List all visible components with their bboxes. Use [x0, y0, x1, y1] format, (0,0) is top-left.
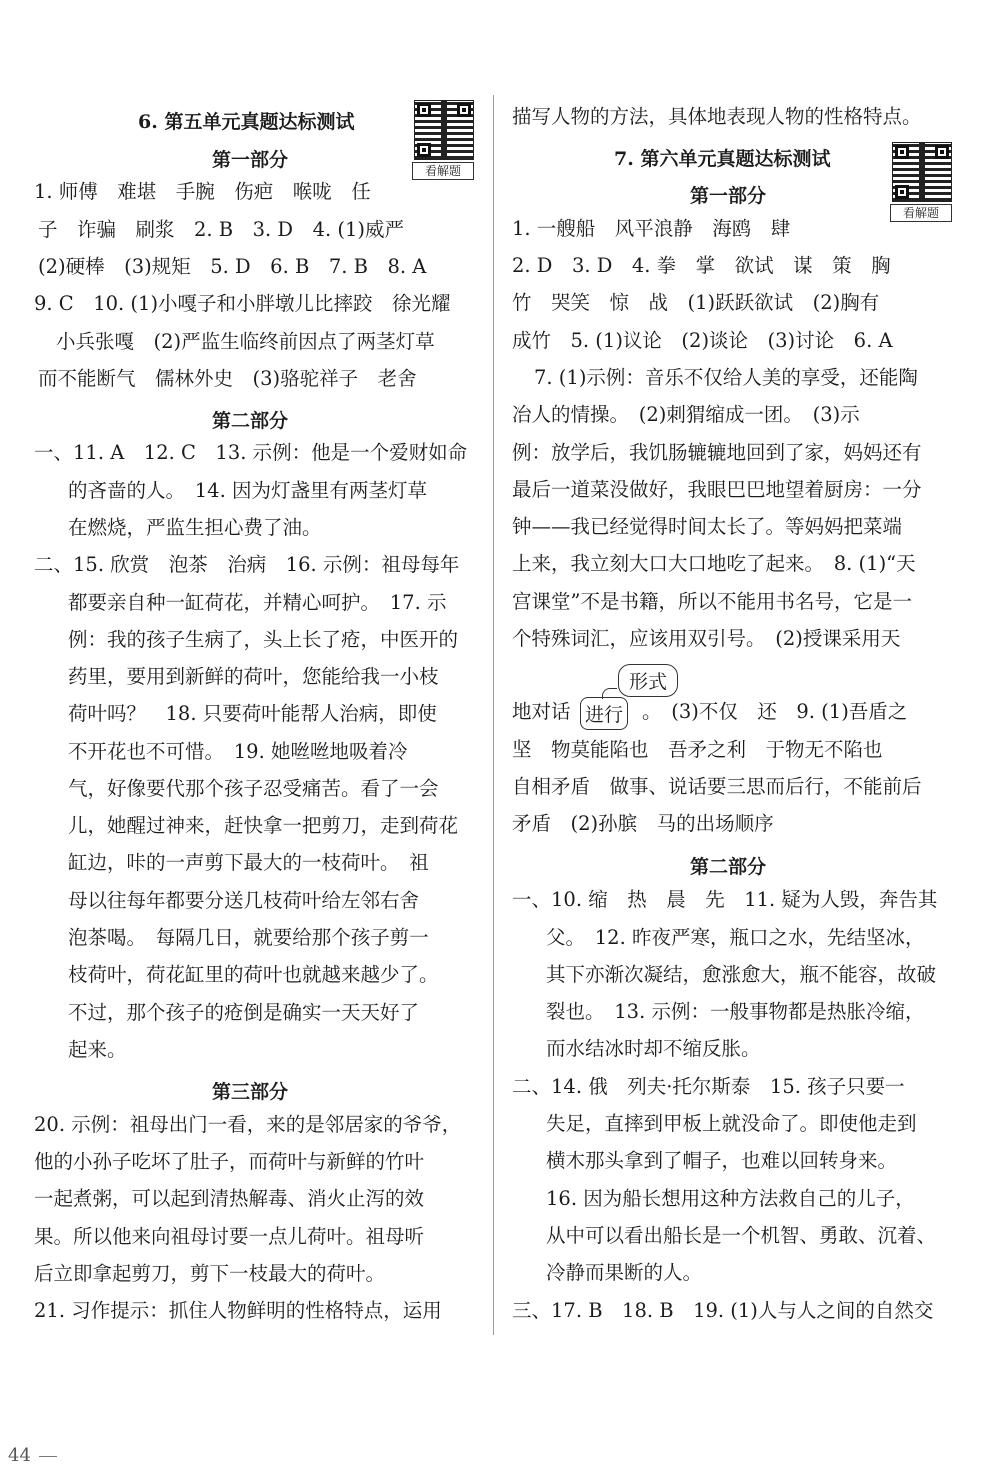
qr-label: 看解题: [412, 162, 474, 180]
section-part-1: 第一部分: [690, 185, 767, 207]
answer-line: 荷叶吗？ 18. 只要荷叶能帮人治病，即使: [68, 702, 437, 725]
page-number: 44: [8, 1445, 57, 1466]
answer-line: (2)硬棒 (3)规矩 5. D 6. B 7. B 8. A: [38, 255, 427, 278]
answer-line: 其下亦渐次凝结，愈涨愈大，瓶不能容，故破: [546, 963, 937, 986]
answer-line: 一、10. 缩 热 晨 先 11. 疑为人毁，奔告其: [512, 888, 938, 911]
answer-line: 不开花也不可惜。 19. 她咝咝地吸着冷: [68, 740, 408, 763]
answer-line: 药里，要用到新鲜的荷叶，您能给我一小枝: [68, 665, 439, 688]
qr-label: 看解题: [890, 204, 952, 222]
answer-line: 1. 师傅 难堪 手腕 伤疤 喉咙 任: [34, 180, 371, 203]
answer-line: 裂也。 13. 示例：一般事物都是热胀冷缩，: [546, 1000, 925, 1023]
answer-line: 缸边，咔的一声剪下最大的一枝荷叶。 祖: [68, 851, 429, 874]
section-part-2: 第二部分: [690, 856, 767, 878]
answer-line: 最后一道菜没做好，我眼巴巴地望着厨房：一分: [512, 478, 922, 501]
answer-line: 失足，直摔到甲板上就没命了。即使他走到: [546, 1112, 917, 1135]
answer-line: 的吝啬的人。 14. 因为灯盏里有两茎灯草: [68, 479, 427, 502]
answer-line: 二、14. 俄 列夫·托尔斯泰 15. 孩子只要一: [512, 1075, 905, 1098]
answer-line: 枝荷叶，荷花缸里的荷叶也就越来越少了。: [68, 963, 439, 986]
answer-line: 他的小孙子吃坏了肚子，而荷叶与新鲜的竹叶: [34, 1150, 425, 1173]
answer-line: 儿，她醒过神来，赶快拿一把剪刀，走到荷花: [68, 814, 459, 837]
answer-line: 20. 示例：祖母出门一看，来的是邻居家的爷爷，: [34, 1113, 462, 1136]
correction-replacement: 形式: [618, 664, 678, 697]
test-7-title: 7. 第六单元真题达标测试: [614, 148, 831, 170]
answer-line: 上来，我立刻大口大口地吃了起来。 8. (1)“天: [512, 552, 916, 575]
answer-line: 冶人的情操。 (2)刺猬缩成一团。 (3)示: [512, 403, 860, 426]
answer-line: 竹 哭笑 惊 战 (1)跃跃欲试 (2)胸有: [512, 291, 880, 314]
answer-line: 气，好像要代那个孩子忍受痛苦。看了一会: [68, 777, 439, 800]
answer-line: 宫课堂”不是书籍，所以不能用书名号，它是一: [512, 590, 912, 613]
answer-line: 例：放学后，我饥肠辘辘地回到了家，妈妈还有: [512, 441, 922, 464]
answer-line: 在燃烧，严监生担心费了油。: [68, 516, 322, 539]
answer-line: 2. D 3. D 4. 拳 掌 欲试 谋 策 胸: [512, 254, 891, 277]
answer-line: 冷静而果断的人。: [546, 1261, 703, 1284]
answer-line: 描写人物的方法，具体地表现人物的性格特点。: [512, 105, 922, 128]
qr-code[interactable]: [412, 100, 474, 180]
qr-code[interactable]: [890, 142, 952, 222]
answer-line: 不过，那个孩子的疮倒是确实一天天好了: [68, 1001, 420, 1024]
section-part-3: 第三部分: [212, 1081, 289, 1103]
answer-line: 二、15. 欣赏 泡茶 治病 16. 示例：祖母每年: [34, 553, 460, 576]
answer-line: 地对话: [512, 700, 571, 723]
answer-line: 一起煮粥，可以起到清热解毒、消火止泻的效: [34, 1187, 425, 1210]
answer-line: 7. (1)示例：音乐不仅给人美的享受，还能陶: [534, 366, 918, 389]
section-part-2: 第二部分: [212, 410, 289, 432]
answer-line: 后立即拿起剪刀，剪下一枝最大的荷叶。: [34, 1262, 386, 1285]
answer-line: 21. 习作提示：抓住人物鲜明的性格特点，运用: [34, 1299, 442, 1322]
qr-code-icon: [892, 142, 952, 202]
answer-line: 。 (3)不仅 还 9. (1)吾盾之: [642, 700, 908, 723]
answer-line: 三、17. B 18. B 19. (1)人与人之间的自然交: [512, 1299, 934, 1322]
answer-line: 从中可以看出船长是一个机智、勇敢、沉着、: [546, 1224, 937, 1247]
answer-line: 母以往每年都要分送几枝荷叶给左邻右舍: [68, 889, 420, 912]
column-divider: [493, 95, 494, 1335]
answer-line: 而水结冰时却不缩反胀。: [546, 1037, 761, 1060]
answer-line: 16. 因为船长想用这种方法救自己的儿子，: [546, 1187, 915, 1210]
answer-line: 子 诈骗 刷浆 2. B 3. D 4. (1)威严: [38, 218, 404, 241]
answer-line: 9. C 10. (1)小嘎子和小胖墩儿比摔跤 徐光耀: [34, 292, 451, 315]
answer-line: 起来。: [68, 1038, 127, 1061]
answer-line: 都要亲自种一缸荷花，并精心呵护。 17. 示: [68, 591, 447, 614]
section-part-1: 第一部分: [212, 149, 289, 171]
answer-line: 例：我的孩子生病了，头上长了疮，中医开的: [68, 628, 459, 651]
answer-line: 父。 12. 昨夜严寒，瓶口之水，先结坚冰，: [546, 926, 925, 949]
answer-line: 1. 一艘船 风平浪静 海鸥 肆: [512, 217, 791, 240]
test-6-title: 6. 第五单元真题达标测试: [138, 111, 355, 133]
answer-line: 坚 物莫能陷也 吾矛之利 于物无不陷也: [512, 738, 883, 761]
answer-line: 横木那头拿到了帽子，也难以回转身来。: [546, 1149, 898, 1172]
qr-code-icon: [414, 100, 474, 160]
answer-line: 而不能断气 儒林外史 (3)骆驼祥子 老舍: [38, 367, 417, 390]
answer-line: 果。所以他来向祖母讨要一点儿荷叶。祖母听: [34, 1225, 425, 1248]
answer-line: 自相矛盾 做事、说话要三思而后行，不能前后: [512, 775, 922, 798]
answer-line: 钟——我已经觉得时间太长了。等妈妈把菜端: [512, 515, 903, 538]
answer-line: 成竹 5. (1)议论 (2)谈论 (3)讨论 6. A: [512, 329, 893, 352]
answer-line: 泡茶喝。 每隔几日，就要给那个孩子剪一: [68, 926, 429, 949]
answer-line: 一、11. A 12. C 13. 示例：他是一个爱财如命: [34, 441, 468, 464]
correction-original: 进行: [580, 697, 628, 730]
answer-line: 个特殊词汇，应该用双引号。 (2)授课采用天: [512, 627, 901, 650]
answer-line: 矛盾 (2)孙膑 马的出场顺序: [512, 812, 774, 835]
answer-line: 小兵张嘎 (2)严监生临终前因点了两茎灯草: [56, 330, 435, 353]
